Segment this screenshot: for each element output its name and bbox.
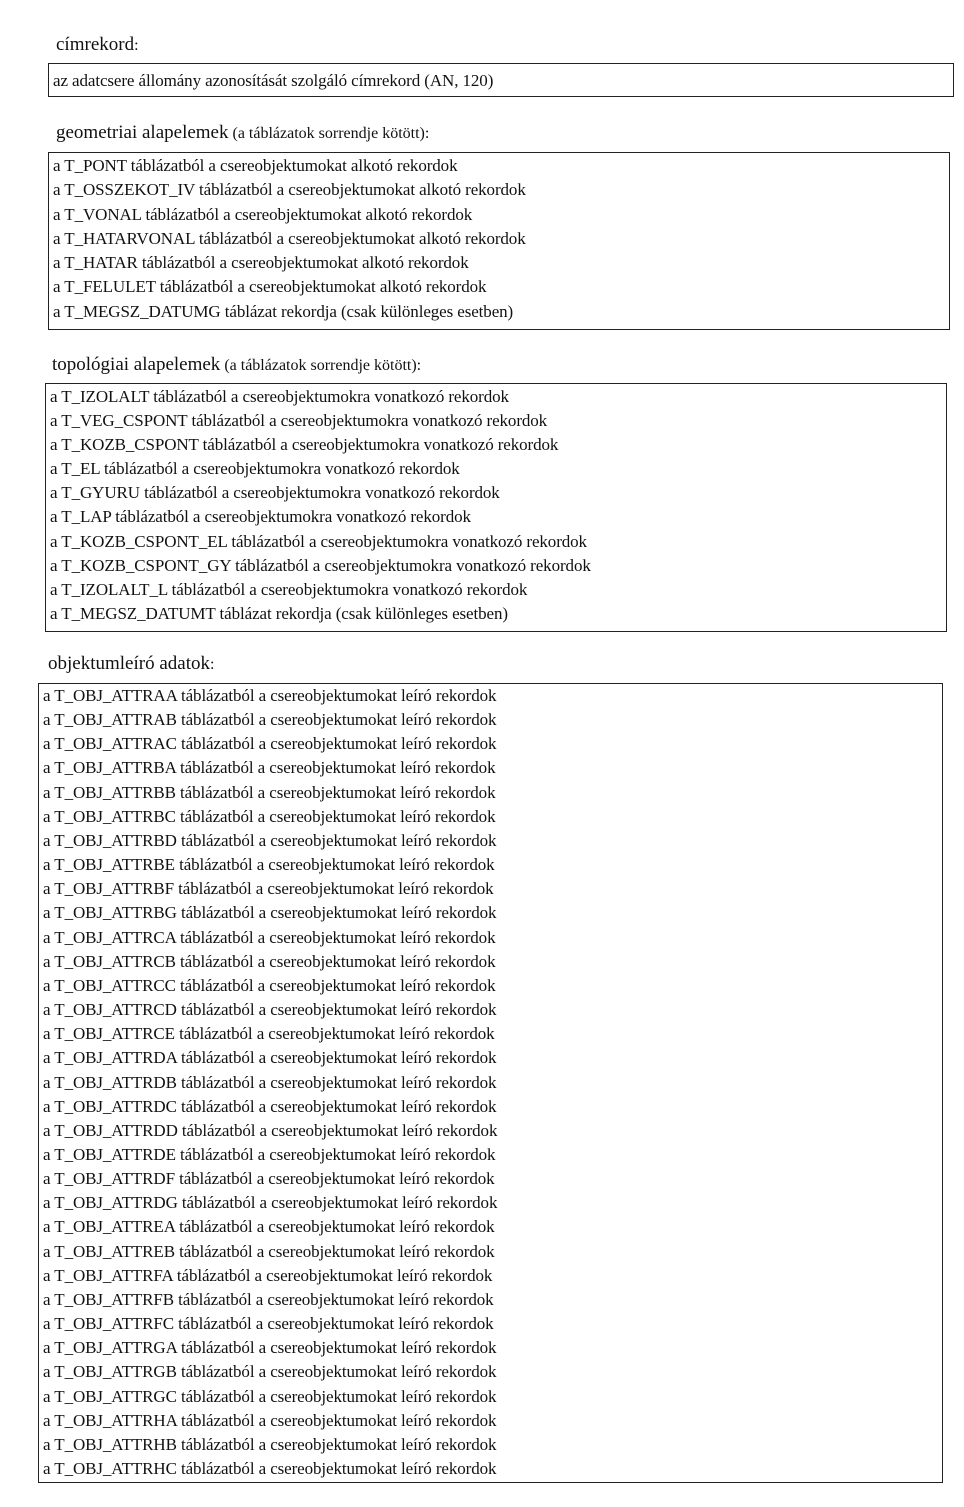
record-line: a T_OBJ_ATTRHA táblázatból a csereobjektumokat leíró rekordok: [43, 1410, 497, 1430]
record-line: a T_LAP táblázatból a csereobjektumokra vonatkozó rekordok: [50, 507, 471, 527]
record-line: a T_HATAR táblázatból a csereobjektumokat alkotó rekordok: [53, 253, 469, 273]
section-heading-objektumleiro: [48, 653, 214, 676]
record-line: a T_VEG_CSPONT táblázatból a csereobjektumokra vonatkozó rekordok: [50, 411, 548, 431]
section-title-suffix: (a táblázatok sorrendje kötött):: [228, 125, 430, 142]
record-line: a T_OBJ_ATTRCB táblázatból a csereobjektumokat leíró rekordok: [43, 951, 496, 971]
record-line: a T_OBJ_ATTRGC táblázatból a csereobjektumokat leíró rekordok: [43, 1386, 497, 1406]
record-line: a T_OBJ_ATTRCE táblázatból a csereobjektumokat leíró rekordok: [43, 1024, 495, 1044]
record-line: a T_OBJ_ATTRHB táblázatból a csereobjektumokat leíró rekordok: [43, 1434, 497, 1454]
record-line: a T_OBJ_ATTRHC táblázatból a csereobjektumokat leíró rekordok: [43, 1459, 497, 1478]
record-line: a T_OBJ_ATTRDD táblázatból a csereobjektumokat leíró rekordok: [43, 1120, 498, 1140]
record-line: a T_OBJ_ATTRCC táblázatból a csereobjektumokat leíró rekordok: [43, 975, 496, 995]
record-line: a T_IZOLALT táblázatból a csereobjektumokra vonatkozó rekordok: [50, 387, 509, 406]
record-line: a T_OBJ_ATTRDA táblázatból a csereobjektumokat leíró rekordok: [43, 1048, 497, 1068]
record-line: a T_GYURU táblázatból a csereobjektumokra vonatkozó rekordok: [50, 483, 500, 503]
record-line: a T_OBJ_ATTRBA táblázatból a csereobjektumokat leíró rekordok: [43, 758, 496, 778]
section-title-suffix: :: [134, 37, 139, 54]
record-line: a T_IZOLALT_L táblázatból a csereobjektumokra vonatkozó rekordok: [50, 579, 528, 599]
section-heading-cimrekord: [56, 34, 139, 57]
section-title: topológiai alapelemek: [52, 354, 221, 375]
record-line: a T_KOZB_CSPONT_EL táblázatból a csereobjektumokra vonatkozó rekordok: [50, 531, 587, 551]
record-line: a T_KOZB_CSPONT táblázatból a csereobjektumokra vonatkozó rekordok: [50, 435, 559, 455]
section-title: címrekord: [56, 34, 135, 55]
record-line: a T_OBJ_ATTRAA táblázatból a csereobjektumokat leíró rekordok: [43, 686, 497, 705]
record-line: az adatcsere állomány azonosítását szolgáló címrekord (AN, 120): [53, 71, 494, 90]
record-line: a T_KOZB_CSPONT_GY táblázatból a csereobjektumokra vonatkozó rekordok: [50, 555, 591, 575]
section-title-suffix: :: [209, 656, 215, 673]
section-heading-topologiai: [52, 354, 421, 377]
record-line: a T_HATARVONAL táblázatból a csereobjektumokat alkotó rekordok: [53, 228, 526, 248]
record-line: a T_OBJ_ATTRDF táblázatból a csereobjektumokat leíró rekordok: [43, 1169, 495, 1189]
record-line: a T_OBJ_ATTRBD táblázatból a csereobjektumokat leíró rekordok: [43, 830, 497, 850]
record-line: a T_OBJ_ATTRFC táblázatból a csereobjektumokat leíró rekordok: [43, 1314, 494, 1334]
record-line: a T_OBJ_ATTRBB táblázatból a csereobjektumokat leíró rekordok: [43, 782, 496, 802]
record-line: a T_OBJ_ATTRDE táblázatból a csereobjektumokat leíró rekordok: [43, 1144, 496, 1164]
record-line: a T_OBJ_ATTRGA táblázatból a csereobjektumokat leíró rekordok: [43, 1338, 497, 1358]
record-line: a T_OSSZEKOT_IV táblázatból a csereobjektumokat alkotó rekordok: [53, 180, 526, 200]
record-box-cimrekord: [48, 63, 954, 97]
record-line: a T_MEGSZ_DATUMG táblázat rekordja (csak különleges esetben): [53, 301, 514, 321]
record-line: a T_OBJ_ATTRGB táblázatból a csereobjektumokat leíró rekordok: [43, 1362, 497, 1382]
record-line: a T_OBJ_ATTRAB táblázatból a csereobjektumokat leíró rekordok: [43, 710, 497, 730]
record-line: a T_VONAL táblázatból a csereobjektumokat alkotó rekordok: [53, 204, 473, 224]
record-line: a T_MEGSZ_DATUMT táblázat rekordja (csak különleges esetben): [50, 603, 508, 623]
record-line: a T_OBJ_ATTRDG táblázatból a csereobjektumokat leíró rekordok: [43, 1193, 498, 1213]
section-title-suffix: (a táblázatok sorrendje kötött):: [220, 357, 422, 374]
record-line: a T_OBJ_ATTRBF táblázatból a csereobjektumokat leíró rekordok: [43, 879, 494, 899]
record-line: a T_OBJ_ATTRBG táblázatból a csereobjektumokat leíró rekordok: [43, 903, 497, 923]
record-line: a T_OBJ_ATTRDC táblázatból a csereobjektumokat leíró rekordok: [43, 1096, 497, 1116]
record-line: a T_OBJ_ATTRFB táblázatból a csereobjektumokat leíró rekordok: [43, 1289, 494, 1309]
record-box-objektumleiro: [38, 683, 943, 1483]
section-title: objektumleíró adatok: [48, 653, 210, 674]
record-line: a T_OBJ_ATTRFA táblázatból a csereobjektumokat leíró rekordok: [43, 1265, 493, 1285]
record-line: a T_OBJ_ATTRBE táblázatból a csereobjektumokat leíró rekordok: [43, 855, 495, 875]
record-line: a T_PONT táblázatból a csereobjektumokat alkotó rekordok: [53, 156, 458, 175]
record-line: a T_OBJ_ATTRDB táblázatból a csereobjektumokat leíró rekordok: [43, 1072, 497, 1092]
record-line: a T_OBJ_ATTRCA táblázatból a csereobjektumokat leíró rekordok: [43, 927, 496, 947]
record-line: a T_EL táblázatból a csereobjektumokra vonatkozó rekordok: [50, 459, 460, 479]
record-box-geometriai: [48, 152, 950, 330]
record-line: a T_OBJ_ATTREA táblázatból a csereobjektumokat leíró rekordok: [43, 1217, 495, 1237]
record-box-topologiai: [45, 383, 947, 632]
record-line: a T_OBJ_ATTREB táblázatból a csereobjektumokat leíró rekordok: [43, 1241, 495, 1261]
record-line: a T_OBJ_ATTRBC táblázatból a csereobjektumokat leíró rekordok: [43, 806, 496, 826]
record-line: a T_FELULET táblázatból a csereobjektumokat alkotó rekordok: [53, 277, 487, 297]
section-heading-geometriai: [56, 122, 429, 145]
record-line: a T_OBJ_ATTRCD táblázatból a csereobjektumokat leíró rekordok: [43, 1000, 497, 1020]
record-line: a T_OBJ_ATTRAC táblázatból a csereobjektumokat leíró rekordok: [43, 734, 497, 754]
section-title: geometriai alapelemek: [56, 122, 229, 143]
